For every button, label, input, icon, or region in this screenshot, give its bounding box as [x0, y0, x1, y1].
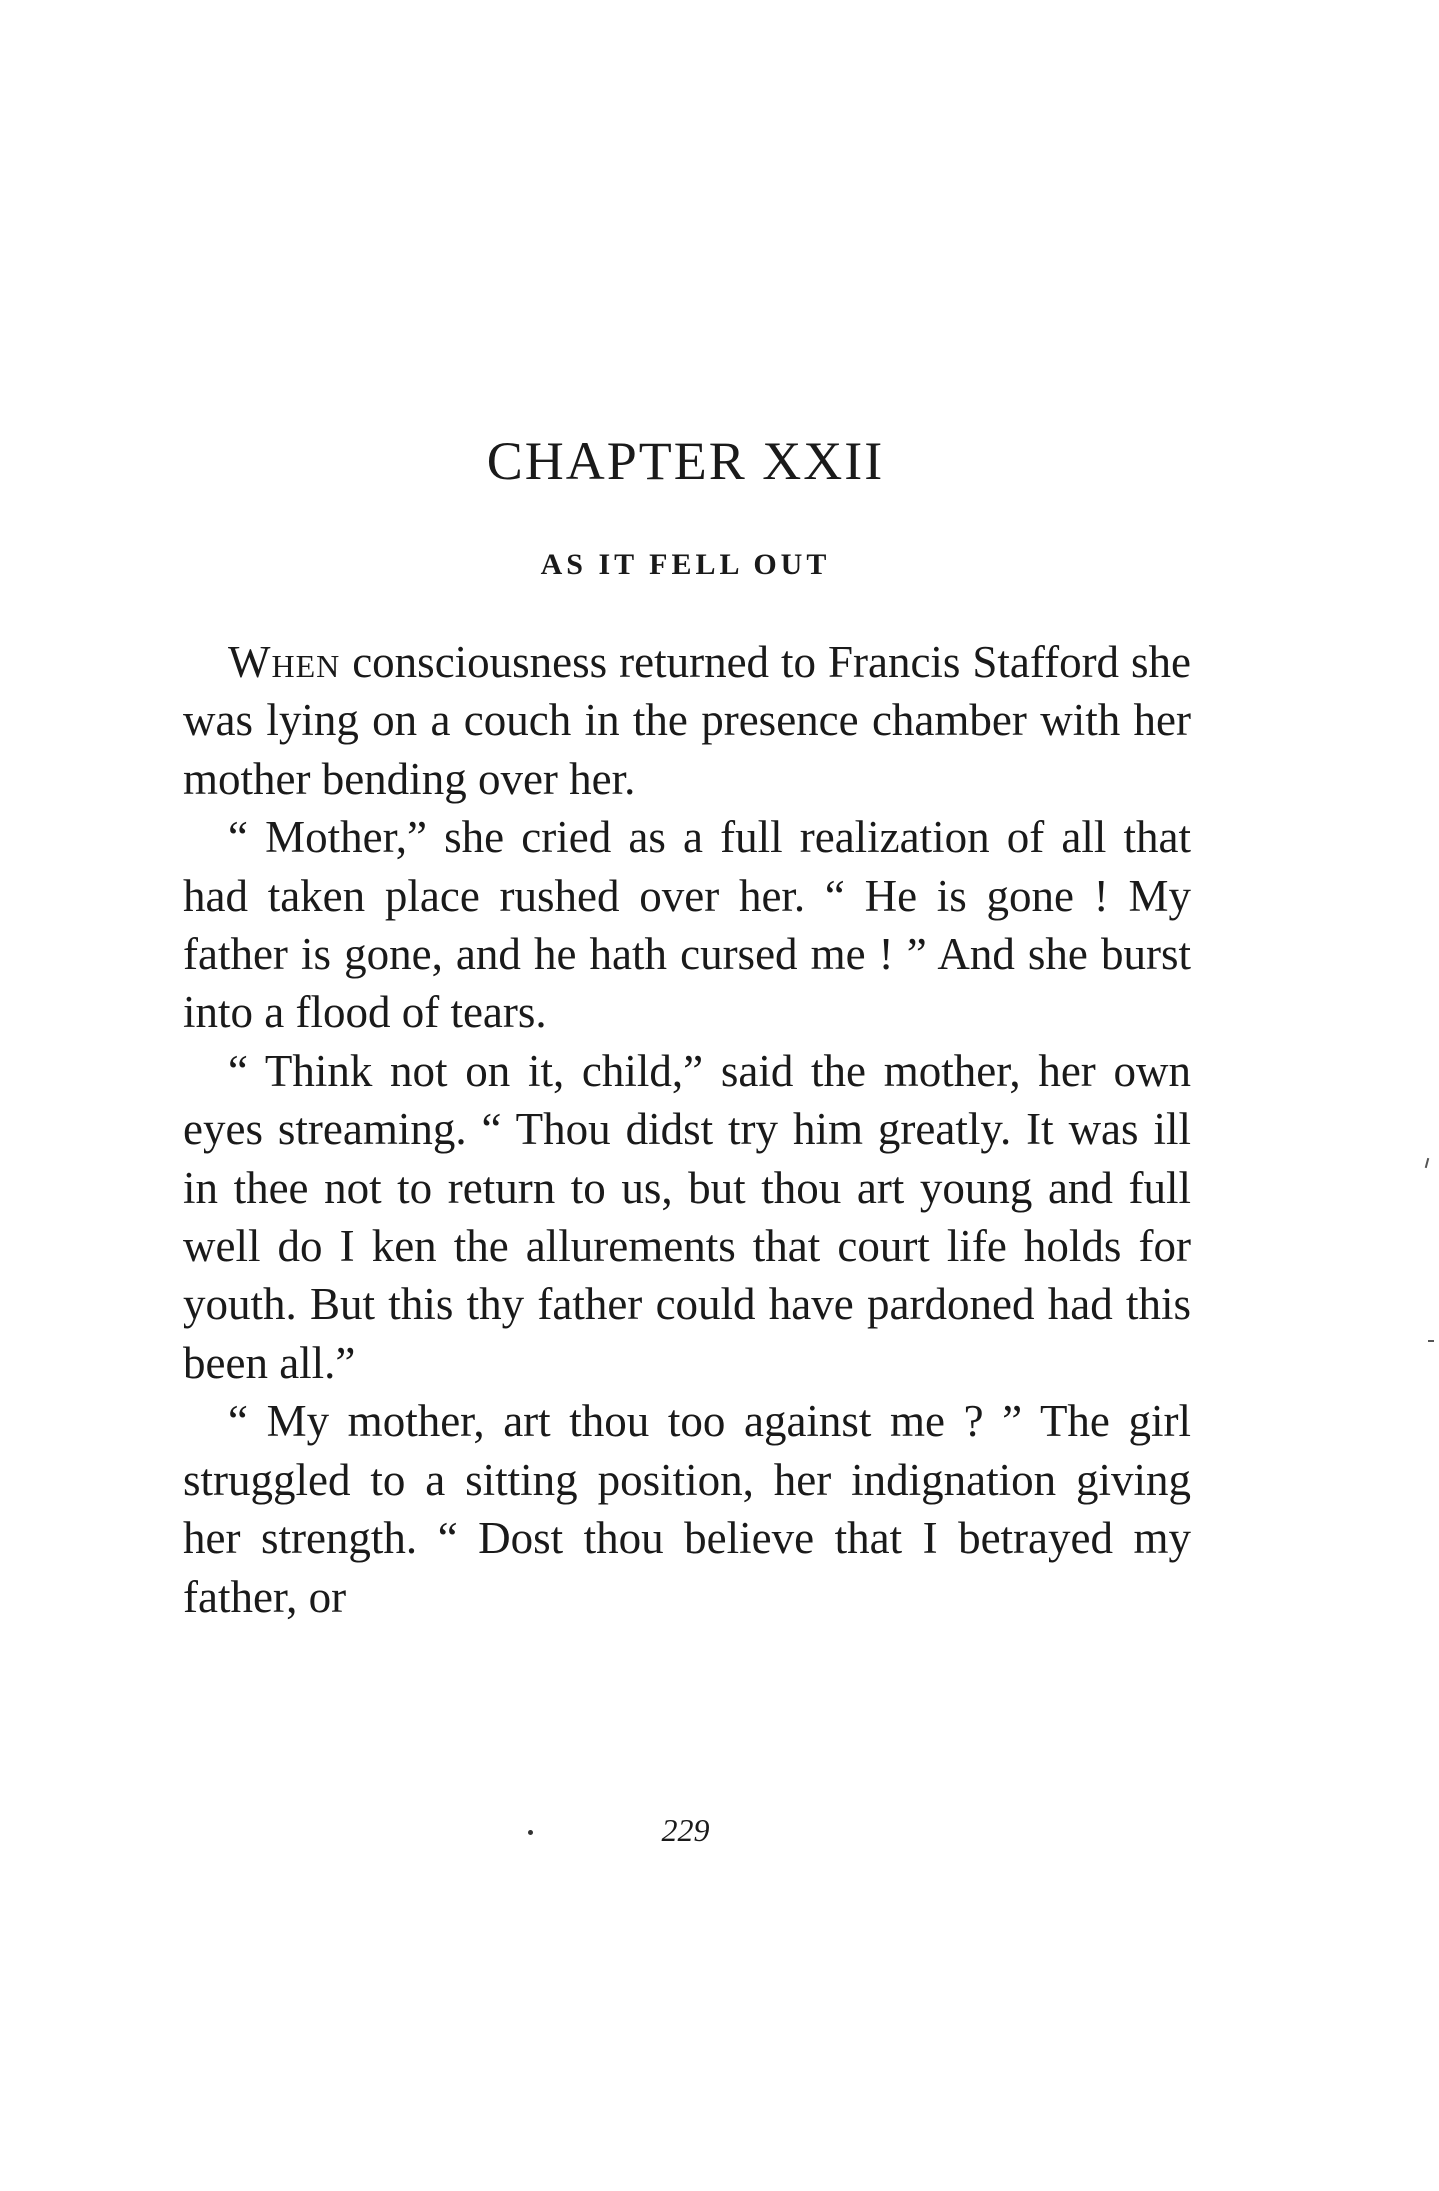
- paragraph: [183, 633, 1191, 808]
- paragraph-text: consciousness returned to Francis Stafford she was lying on a couch in the presence chamber with her mother bending over her.: [183, 637, 1191, 804]
- page-number: 229: [661, 1812, 710, 1848]
- body-text: [183, 633, 1191, 1626]
- margin-speck: [1428, 1340, 1434, 1342]
- chapter-subtitle: AS IT FELL OUT: [540, 548, 831, 581]
- paragraph: “ Think not on it, child,” said the mother, her own eyes streaming. “ Thou didst try him greatly. It was ill in thee not to return to us, but thou art young and full well do I ken the allurements that court life holds for youth. But this thy father could have pardoned had this been all.”: [183, 1045, 1191, 1388]
- margin-speck: [1425, 1158, 1430, 1168]
- paragraph: “ Mother,” she cried as a full realization of all that had taken place rushed over her. “ He is gone ! My father is gone, and he hath cursed me ! ” And she burst into a flood of tears.: [183, 812, 1191, 1038]
- chapter-title: CHAPTER XXII: [486, 431, 885, 491]
- paragraph-lead-word: When: [228, 637, 341, 687]
- paragraph: “ My mother, art thou too against me ? ” The girl struggled to a sitting position, her indignation giving her strength. “ Dost thou believe that I betrayed my father, or: [183, 1396, 1191, 1622]
